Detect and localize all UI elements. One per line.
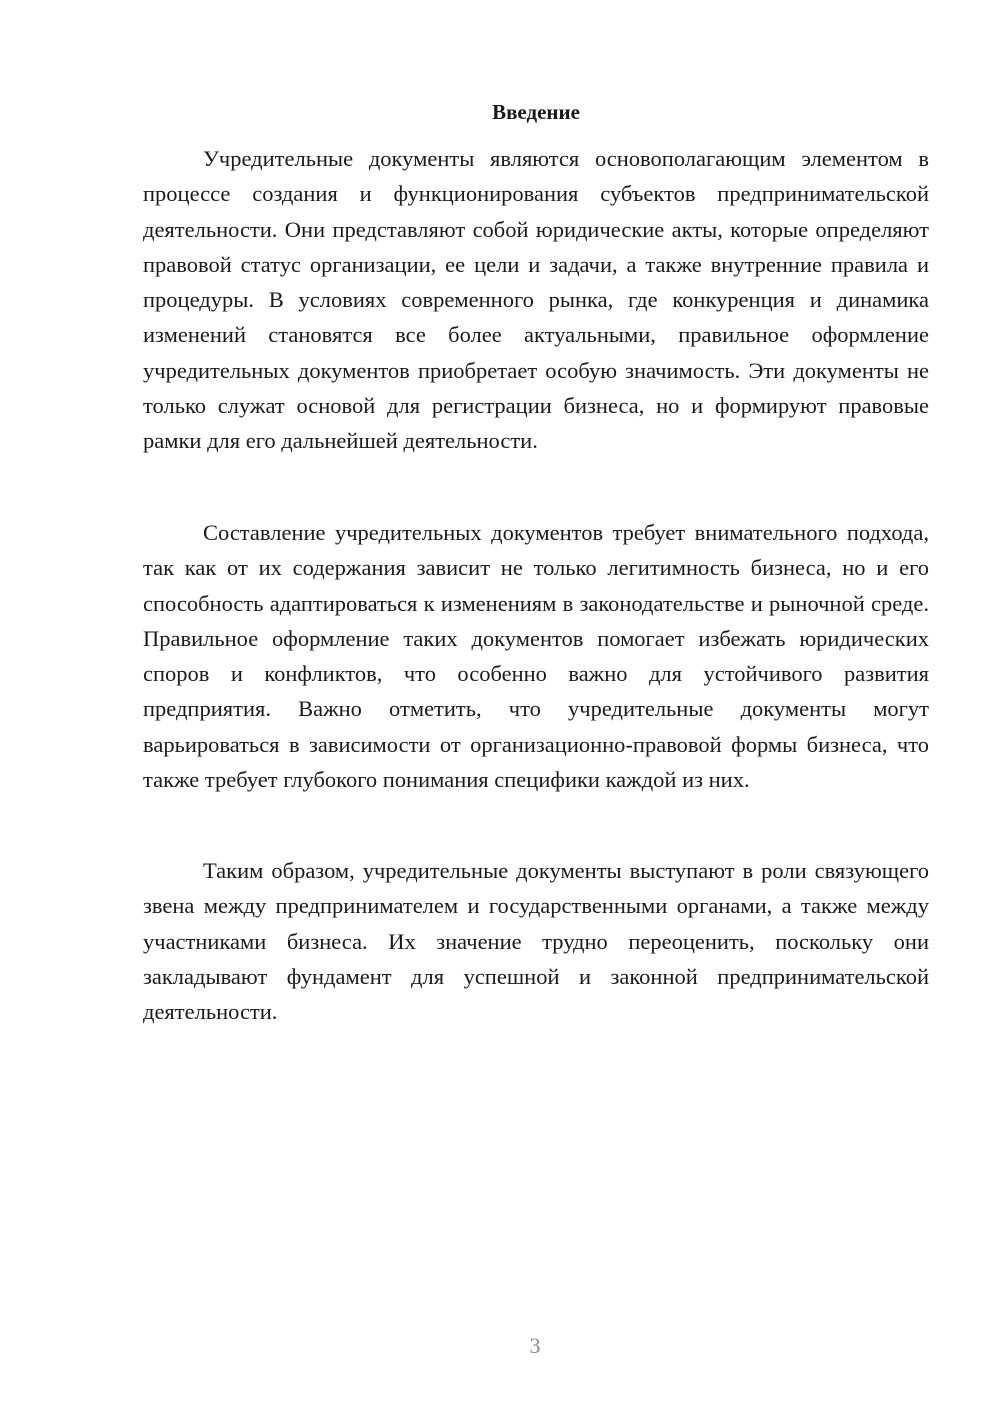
page-number: 3	[529, 1333, 541, 1358]
section-title: Введение	[492, 100, 580, 124]
paragraph-2: Составление учредительных документов требует внимательного подхода, так как от их содержания зависит не только легитимность бизнеса, но и его способность адаптироваться к изменениям в законодательстве и рыночной среде. Правильное оформление таких документов помогает избежать юридических споров и конфликтов, что особенно важно для устойчивого развития предприятия. Важно отметить, что учредительные документы могут варьироваться в зависимости от организационно-правовой формы бизнеса, что также требует глубокого понимания специфики каждой из них.	[143, 520, 929, 793]
paragraph-3: Таким образом, учредительные документы выступают в роли связующего звена между предпринимателем и государственными органами, а также между участниками бизнеса. Их значение трудно переоценить, поскольку они закладывают фундамент для успешной и законной предпринимательской деятельности.	[143, 858, 929, 1025]
paragraph-1: Учредительные документы являются основополагающим элементом в процессе создания и функционирования субъектов предпринимательской деятельности. Они представляют собой юридические акты, которые определяют правовой статус организации, ее цели и задачи, а также внутренние правила и процедуры. В условиях современного рынка, где конкуренция и динамика изменений становятся все более актуальными, правильное оформление учредительных документов приобретает особую значимость. Эти документы не только служат основой для регистрации бизнеса, но и формируют правовые рамки для его дальнейшей деятельности.	[143, 146, 929, 454]
